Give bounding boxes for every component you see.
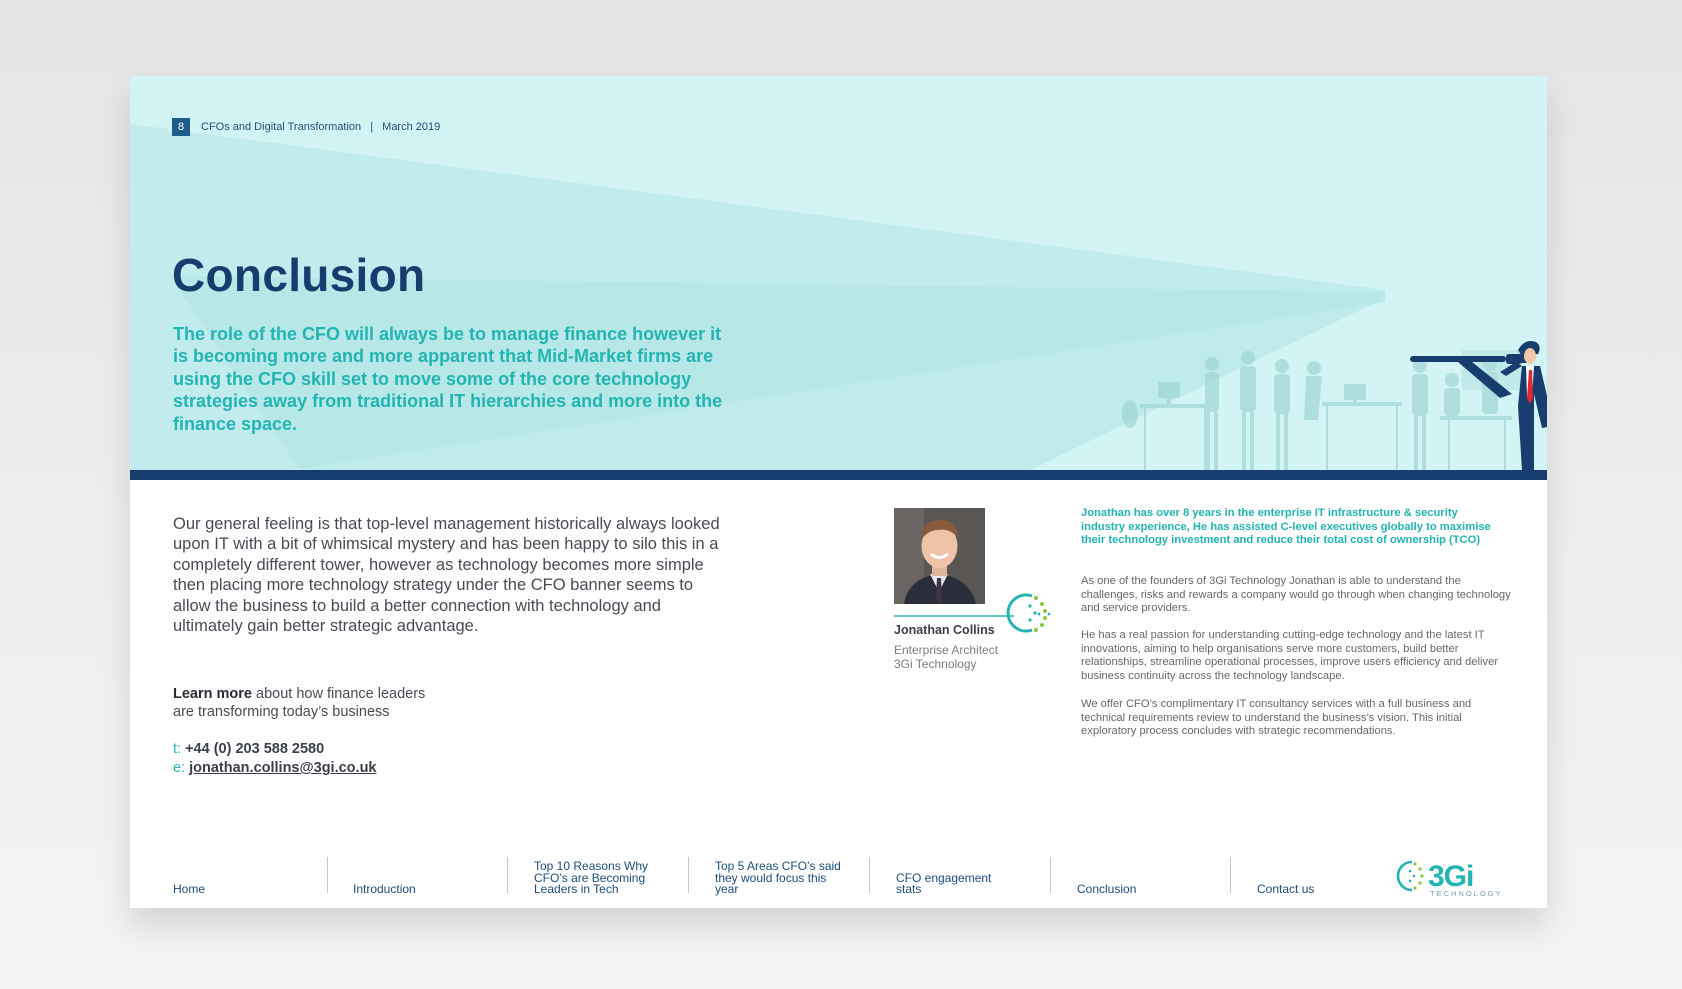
nav-separator bbox=[1050, 857, 1051, 893]
phone-label: t: bbox=[173, 741, 182, 757]
profile-company: 3Gi Technology bbox=[894, 657, 977, 671]
nav-separator bbox=[507, 857, 508, 893]
nav-introduction[interactable]: Introduction bbox=[353, 882, 416, 897]
nav-separator bbox=[869, 857, 870, 893]
nav-separator bbox=[688, 857, 689, 893]
portrait-image bbox=[894, 508, 985, 604]
body-paragraph: Our general feeling is that top-level management historically always looked upon IT with a bit of whimsical mystery and has been happy to silo this in a completely different tower, however as technology becomes more simple then placing more technology strategy under the CFO banner seems to allow the business to build a better connection with technology and ultimately gain better strategic advantage. bbox=[173, 515, 720, 636]
nav-home[interactable]: Home bbox=[173, 882, 206, 897]
hero-banner bbox=[130, 76, 1547, 470]
nav-conclusion[interactable]: Conclusion bbox=[1077, 882, 1137, 897]
document-date: March 2019 bbox=[382, 121, 441, 133]
office-team-illustration bbox=[1060, 336, 1547, 470]
divider-bar bbox=[130, 470, 1547, 480]
nav-cfo-engagement-stats[interactable]: CFO engagement stats bbox=[896, 870, 992, 897]
profile-title: Enterprise Architect bbox=[894, 643, 999, 657]
phone-row bbox=[173, 740, 377, 759]
page-number: 8 bbox=[172, 118, 190, 136]
nav-top-10-reasons[interactable]: Top 10 Reasons Why CFO’s are Becoming Leaders in Tech bbox=[534, 858, 649, 897]
nav-separator bbox=[1230, 857, 1231, 893]
nav-separator bbox=[327, 857, 328, 893]
learn-more-strong: Learn more bbox=[173, 686, 252, 702]
header-caption bbox=[201, 121, 440, 133]
dot-ring-icon bbox=[1002, 588, 1052, 638]
logo-tagline: TECHNOLOGY bbox=[1430, 889, 1503, 898]
learn-more-line-2: are transforming today’s business bbox=[173, 704, 390, 720]
bio-paragraph-3: We offer CFO’s complimentary IT consultancy services with a full business and technical requirements review to understand the business’s vision. This initial exploratory process concludes with strategic recommendations. bbox=[1081, 698, 1472, 738]
learn-more-text bbox=[173, 685, 425, 721]
contact-details bbox=[173, 740, 377, 778]
logo-brand: 3Gi bbox=[1428, 860, 1474, 893]
bio-lead: Jonathan has over 8 years in the enterprise IT infrastructure & security industry experience, He has assisted C-level executives globally to maximise their technology investment and reduce their total cost of ownership (TCO) bbox=[1081, 507, 1491, 547]
learn-more-line-1: about how finance leaders bbox=[256, 686, 426, 702]
page-title: Conclusion bbox=[172, 249, 426, 301]
profile-divider-line bbox=[894, 615, 1014, 617]
page bbox=[130, 76, 1547, 908]
hero-lead: The role of the CFO will always be to manage finance however it is becoming more and more apparent that Mid-Market firms are using the CFO skill set to move some of the core technology strategies away from traditional IT hierarchies and more into the finance space. bbox=[173, 324, 723, 434]
bio-paragraph-2: He has a real passion for understanding cutting-edge technology and the latest IT innovations, aiming to help organisations serve more customers, build better relationships, streamline operational processes, improve users efficiency and deliver business continuity across the technology landscape. bbox=[1081, 629, 1499, 682]
profile-photo bbox=[894, 508, 985, 604]
page-header bbox=[172, 118, 440, 136]
bio-paragraph-1: As one of the founders of 3Gi Technology Jonathan is able to understand the challenges, risks and rewards a company would go through when changing technology and service providers. bbox=[1081, 575, 1511, 615]
email-link[interactable]: jonathan.collins@3gi.co.uk bbox=[189, 760, 377, 776]
profile-role bbox=[894, 643, 998, 671]
profile-name: Jonathan Collins bbox=[894, 623, 995, 637]
company-logo[interactable] bbox=[1390, 854, 1510, 898]
email-row bbox=[173, 759, 377, 778]
document-title: CFOs and Digital Transformation bbox=[201, 121, 362, 133]
nav-contact-us[interactable]: Contact us bbox=[1257, 882, 1315, 897]
footer-navigation bbox=[130, 856, 1547, 902]
email-label: e: bbox=[173, 760, 186, 776]
nav-top-5-areas[interactable]: Top 5 Areas CFO’s said they would focus this year bbox=[715, 858, 841, 897]
telescope-man-icon bbox=[1410, 341, 1547, 470]
phone-number[interactable]: +44 (0) 203 588 2580 bbox=[185, 741, 325, 757]
header-separator: | bbox=[370, 121, 374, 133]
